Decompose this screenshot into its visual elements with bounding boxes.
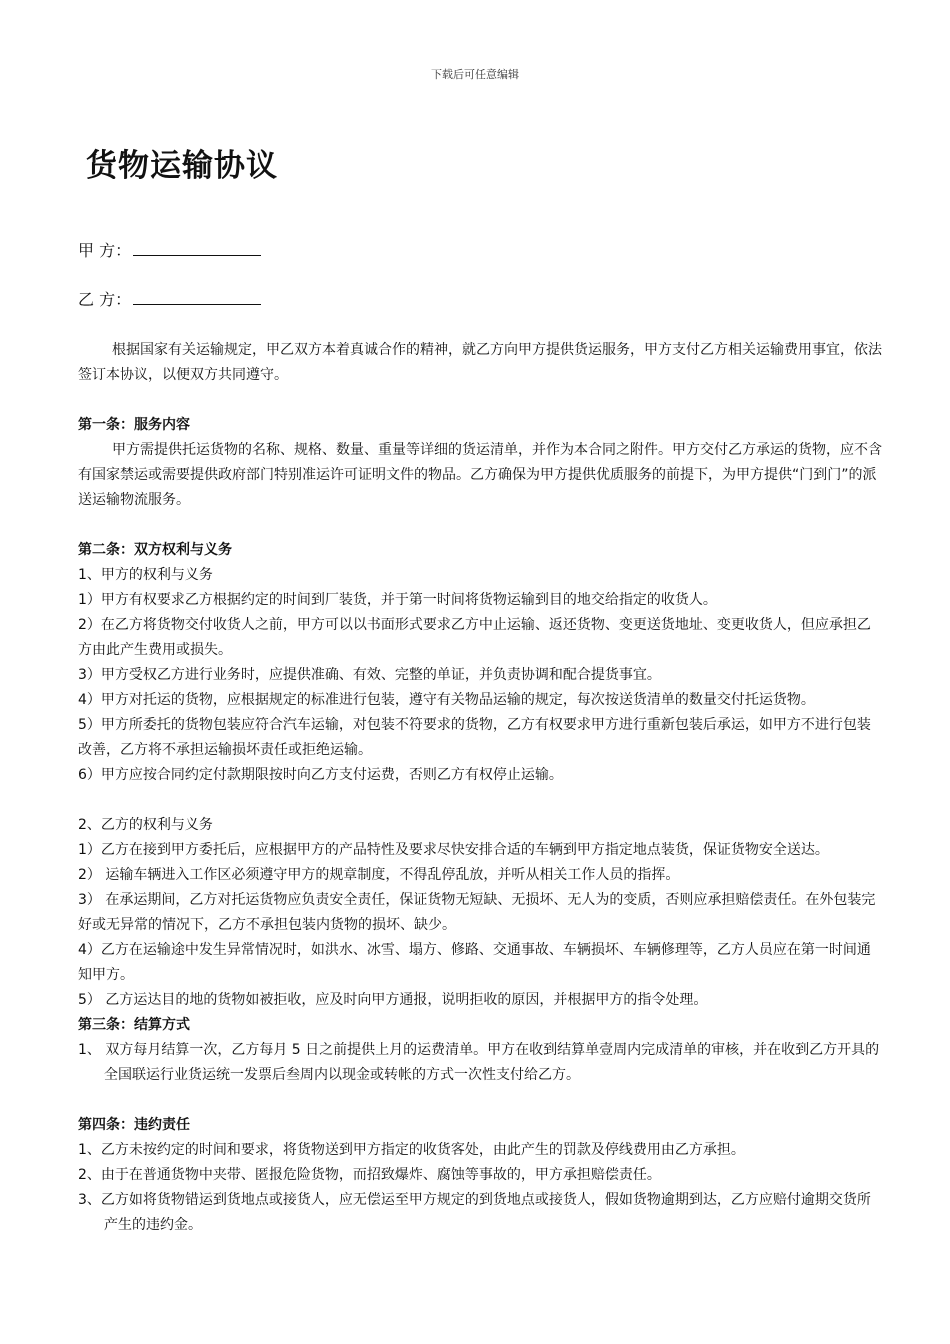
article-2-b-item: 1）乙方在接到甲方委托后，应根据甲方的产品特性及要求尽快安排合适的车辆到甲方指定地点装货，保证货物安全送达。 — [78, 842, 829, 858]
party-a-blank — [133, 241, 261, 256]
page-header: 下载后可任意编辑 — [431, 68, 519, 81]
article-3-item: 1、 双方每月结算一次，乙方每月 5 日之前提供上月的运费清单。甲方在收到结算单壹周内完成清单的审核，并在收到乙方开具的全国联运行业货运统一发票后叁周内以现金或转帐的方式一次性支付给乙方。 — [78, 1042, 880, 1083]
article-2-a-item: 4）甲方对托运的货物，应根据规定的标准进行包装，遵守有关物品运输的规定，每次按送货清单的数量交付托运货物。 — [78, 692, 815, 708]
article-2-a-item: 5）甲方所委托的货物包装应符合汽车运输，对包装不符要求的货物，乙方有权要求甲方进行重新包装后承运，如甲方不进行包装改善，乙方将不承担运输损坏责任或拒绝运输。 — [78, 717, 871, 758]
party-a-label: 甲 方： — [78, 241, 132, 260]
article-4-item: 2、由于在普通货物中夹带、匿报危险货物，而招致爆炸、腐蚀等事故的，甲方承担赔偿责任。 — [78, 1167, 661, 1183]
document-body — [78, 338, 882, 1238]
document-title: 货物运输协议 — [86, 148, 278, 184]
article-2-b-item: 5） 乙方运达目的地的货物如被拒收，应及时向甲方通报，说明拒收的原因，并根据甲方的指令处理。 — [78, 992, 708, 1008]
article-3-heading: 第三条：结算方式 — [78, 1017, 190, 1033]
party-b-blank — [133, 290, 261, 305]
article-2-a-item: 3）甲方受权乙方进行业务时，应提供准确、有效、完整的单证，并负责协调和配合提货事宜。 — [78, 667, 661, 683]
article-2-b-item: 3） 在承运期间，乙方对托运货物应负责安全责任，保证货物无短缺、无损坏、无人为的变质，否则应承担赔偿责任。在外包装完好或无异常的情况下，乙方不承担包装内货物的损坏、缺少。 — [78, 892, 876, 933]
intro-paragraph: 根据国家有关运输规定，甲乙双方本着真诚合作的精神，就乙方向甲方提供货运服务，甲方支付乙方相关运输费用事宜，依法签订本协议，以便双方共同遵守。 — [78, 342, 882, 383]
article-4-item: 1、乙方未按约定的时间和要求，将货物送到甲方指定的收货客处，由此产生的罚款及停线费用由乙方承担。 — [78, 1142, 745, 1158]
article-2-a-item: 1）甲方有权要求乙方根据约定的时间到厂装货，并于第一时间将货物运输到目的地交给指定的收货人。 — [78, 592, 717, 608]
article-2-b-item: 2） 运输车辆进入工作区必须遵守甲方的规章制度，不得乱停乱放，并听从相关工作人员的指挥。 — [78, 867, 680, 883]
party-a-line — [78, 238, 261, 261]
party-b-label: 乙 方： — [78, 290, 132, 309]
article-4-heading: 第四条：违约责任 — [78, 1117, 190, 1133]
article-2-subheading-a: 1、甲方的权利与义务 — [78, 567, 213, 583]
party-b-line — [78, 287, 261, 310]
article-2-a-item: 2）在乙方将货物交付收货人之前，甲方可以以书面形式要求乙方中止运输、返还货物、变更送货地址、变更收货人，但应承担乙方由此产生费用或损失。 — [78, 617, 871, 658]
article-1-body: 甲方需提供托运货物的名称、规格、数量、重量等详细的货运清单，并作为本合同之附件。甲方交付乙方承运的货物，应不含有国家禁运或需要提供政府部门特别准运许可证明文件的物品。乙方确保为甲方提供优质服务的前提下，为甲方提供“门到门”的派送运输物流服务。 — [78, 442, 882, 508]
article-2-heading: 第二条：双方权利与义务 — [78, 542, 232, 558]
article-2-subheading-b: 2、乙方的权利与义务 — [78, 817, 213, 833]
article-4-item: 3、乙方如将货物错运到货地点或接货人，应无偿运至甲方规定的到货地点或接货人，假如货物逾期到达，乙方应赔付逾期交货所产生的违约金。 — [78, 1192, 871, 1233]
article-2-b-item: 4）乙方在运输途中发生异常情况时，如洪水、冰雪、塌方、修路、交通事故、车辆损坏、车辆修理等，乙方人员应在第一时间通知甲方。 — [78, 942, 871, 983]
article-2-a-item: 6）甲方应按合同约定付款期限按时向乙方支付运费，否则乙方有权停止运输。 — [78, 767, 563, 783]
article-1-heading: 第一条：服务内容 — [78, 417, 190, 433]
